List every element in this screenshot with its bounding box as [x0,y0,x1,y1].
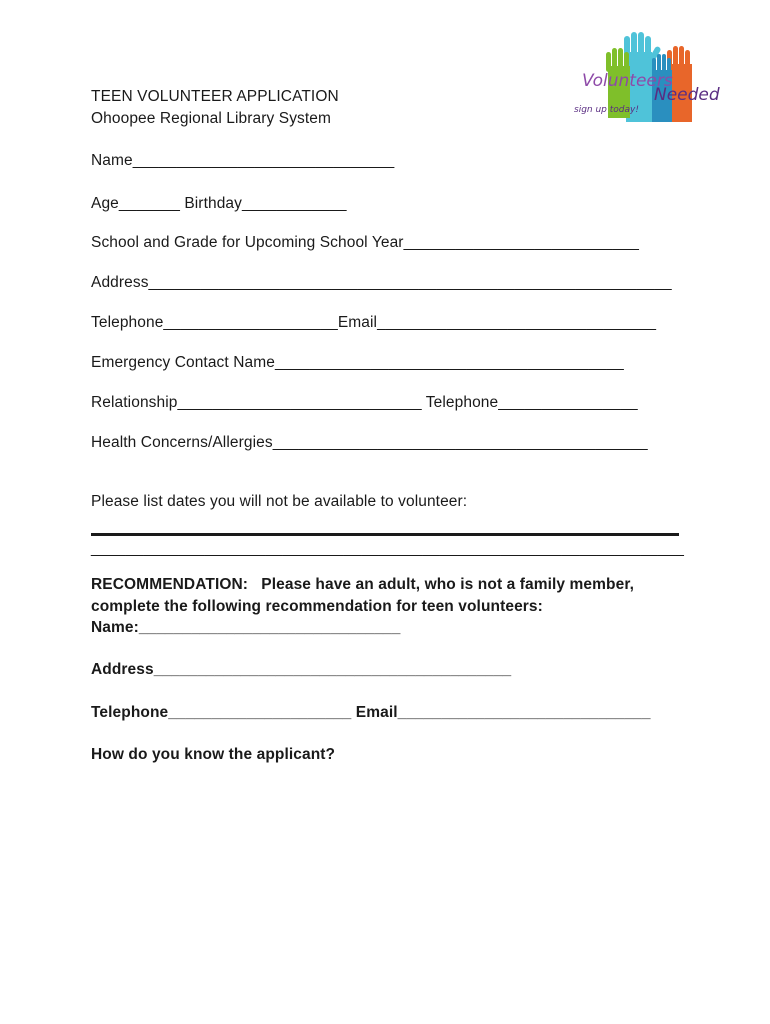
how-know-applicant-question: How do you know the applicant? [91,746,336,763]
recommendation-heading: RECOMMENDATION: Please have an adult, who is not a family member, [91,576,635,593]
form-subtitle: Ohoopee Regional Library System [91,110,332,127]
dates-answer-line[interactable] [91,533,679,536]
dates-answer-line-2[interactable]: ____________________________________________________________________ [91,540,684,557]
school-grade-field[interactable]: School and Grade for Upcoming School Year___________________________ [91,234,640,251]
relationship-telephone-field[interactable]: Relationship____________________________ Telephone________________ [91,394,638,411]
recommender-address-field[interactable]: Address_________________________________________ [91,661,512,678]
recommendation-instructions: complete the following recommendation for teen volunteers: [91,598,543,615]
logo-text-volunteers: Volunteers [582,71,673,91]
logo-text-needed: Needed [654,85,720,105]
recommender-telephone-email-field[interactable]: Telephone_____________________ Email_____________________________ [91,704,651,721]
emergency-contact-field[interactable]: Emergency Contact Name________________________________________ [91,354,624,371]
telephone-email-field[interactable]: Telephone____________________Email________________________________ [91,314,657,331]
logo-text-tagline: sign up today! [574,105,639,115]
form-title: TEEN VOLUNTEER APPLICATION [91,88,339,105]
unavailable-dates-prompt: Please list dates you will not be available to volunteer: [91,493,468,510]
name-field[interactable]: Name______________________________ [91,152,395,169]
age-birthday-field[interactable]: Age_______ Birthday____________ [91,195,347,212]
health-concerns-field[interactable]: Health Concerns/Allergies___________________________________________ [91,434,648,451]
address-field[interactable]: Address____________________________________________________________ [91,274,672,291]
recommender-name-field[interactable]: Name:______________________________ [91,619,401,636]
volunteers-needed-logo [568,30,738,130]
